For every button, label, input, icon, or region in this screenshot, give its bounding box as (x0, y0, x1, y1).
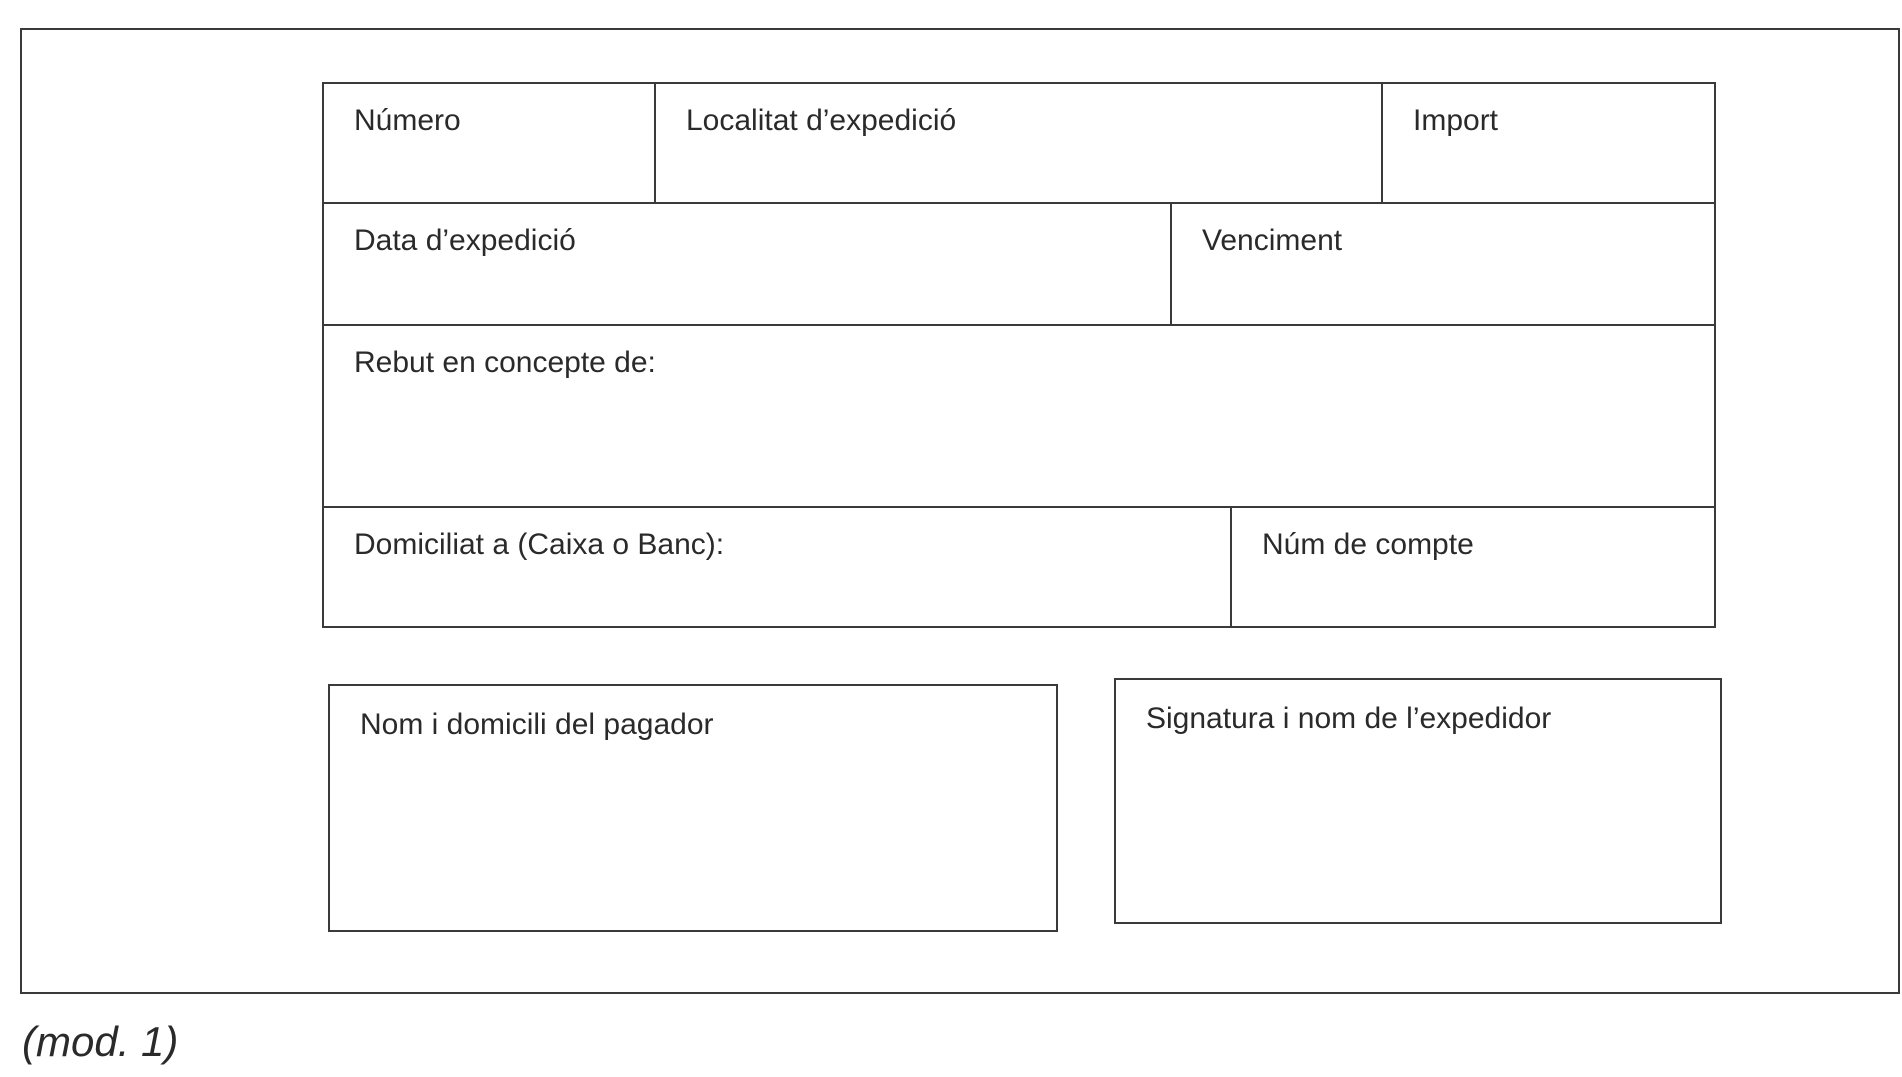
field-concepte[interactable] (324, 326, 1714, 506)
row-data-venciment (324, 204, 1714, 326)
field-data-expedicio-label: Data d’expedició (354, 224, 576, 257)
field-pagador-label: Nom i domicili del pagador (360, 708, 714, 741)
field-localitat-label: Localitat d’expedició (686, 104, 957, 137)
field-expedidor[interactable] (1114, 678, 1722, 924)
field-import[interactable] (1383, 84, 1714, 202)
row-domiciliat-compte (324, 508, 1714, 626)
field-data-expedicio[interactable] (324, 204, 1172, 324)
field-domiciliat[interactable] (324, 508, 1232, 626)
field-venciment[interactable] (1172, 204, 1714, 324)
field-numero-label: Número (354, 104, 461, 137)
field-num-compte[interactable] (1232, 508, 1714, 626)
field-expedidor-label: Signatura i nom de l’expedidor (1146, 702, 1552, 735)
row-concepte (324, 326, 1714, 508)
field-pagador[interactable] (328, 684, 1058, 932)
form-caption: (mod. 1) (22, 1018, 179, 1065)
field-domiciliat-label: Domiciliat a (Caixa o Banc): (354, 528, 725, 561)
field-localitat[interactable] (656, 84, 1383, 202)
field-num-compte-label: Núm de compte (1262, 528, 1474, 561)
row-numero-localitat-import (324, 84, 1714, 204)
field-concepte-label: Rebut en concepte de: (354, 346, 656, 379)
field-venciment-label: Venciment (1202, 224, 1343, 257)
receipt-grid (322, 82, 1716, 628)
field-import-label: Import (1413, 104, 1499, 137)
field-numero[interactable] (324, 84, 656, 202)
